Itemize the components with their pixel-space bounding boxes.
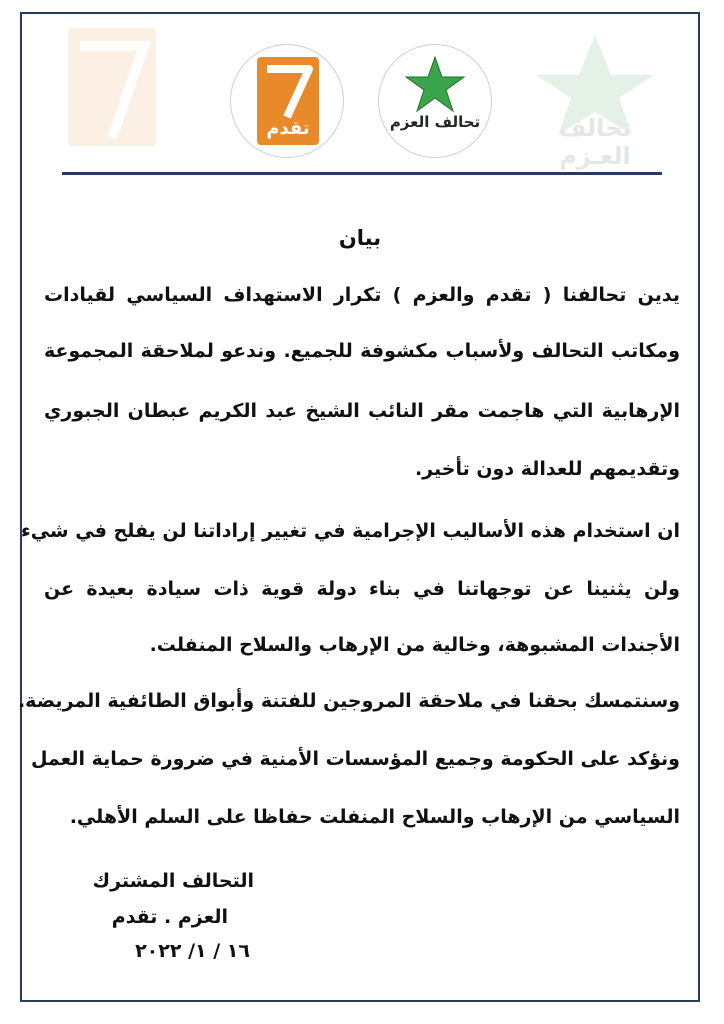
statement-title: بيان: [338, 226, 382, 250]
signature-org: التحالف المشترك: [92, 870, 254, 892]
azm-alliance-label: تحالف العزم: [389, 113, 481, 131]
green-star-icon: [403, 55, 467, 113]
watermark-taqaddum-logo: [68, 28, 156, 146]
statement-line: ونؤكد على الحكومة وجميع المؤسسات الأمنية في ضرورة حماية العمل: [30, 748, 680, 770]
statement-line: وسنتمسك بحقنا في ملاحقة المروجين للفتنة وأبواق الطائفية المريضة.: [17, 690, 680, 712]
watermark-azm-text: تحالف العـزم: [558, 114, 632, 170]
statement-line: وتقديمهم للعدالة دون تأخير.: [414, 458, 680, 480]
statement-line: ولن يثنينا عن توجهاتنا في بناء دولة قوية ذات سيادة بعيدة عن: [44, 578, 680, 600]
signature-members: العزم . تقدم: [111, 906, 228, 928]
taqaddum-logo-text: تقدم: [266, 118, 310, 139]
statement-line: ان استخدام هذه الأساليب الإجرامية في تغيير إراداتنا لن يفلح في شيء: [20, 520, 680, 542]
statement-line: الإرهابية التي هاجمت مقر النائب الشيخ عبد الكريم عبطان الجبوري: [44, 400, 680, 422]
taqaddum-badge: [257, 57, 319, 145]
statement-line: الأجندات المشبوهة، وخالية من الإرهاب والسلاح المنفلت.: [149, 634, 680, 656]
statement-line: يدين تحالفنا ( تقدم والعزم ) تكرار الاستهداف السياسي لقيادات: [44, 284, 680, 306]
azm-alliance-logo: [378, 44, 492, 158]
signature-date: ١٦ / ١/ ٢٠٢٢: [135, 940, 250, 962]
taqaddum-logo: [230, 44, 344, 158]
statement-line: السياسي من الإرهاب والسلاح المنفلت حفاظا على السلم الأهلي.: [69, 806, 680, 828]
header-divider: [62, 172, 662, 175]
watermark-azm-logo: [520, 30, 670, 170]
statement-line: ومكاتب التحالف ولأسباب مكشوفة للجميع. وندعو لملاحقة المجموعة: [44, 340, 680, 362]
